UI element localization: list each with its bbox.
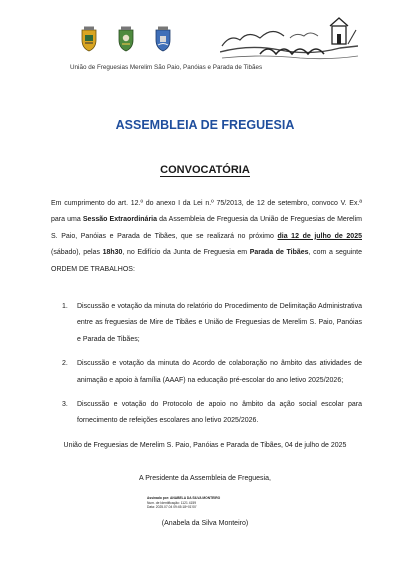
agenda-item: 3. Discussão e votação do Protocolo de apoio no âmbito da ação social escolar para fornecimento de refeições escolares ano letivo 2025/2026. xyxy=(62,401,362,425)
agenda-item: 2. Discussão e votação da minuta do Acordo de colaboração no âmbito das atividades de animação e apoio à família (AAAF) na educação pré-escolar do ano letivo 2025/2026; xyxy=(62,360,362,384)
letterhead-entity-name: União de Freguesias Merelim São Paio, Panóias e Parada de Tibães xyxy=(70,64,263,71)
document-subtitle: CONVOCATÓRIA xyxy=(160,164,250,176)
convocation-paragraph: Em cumprimento do art. 12.º do anexo I da Lei n.º 75/2013, de 12 de setembro, convoco V. Ex.ª para uma Sessão Extraordinária da Assembleia de Freguesia da União de Freguesias de Merelim S. Paio, Panóias e Parada de Tibães, que se realizará no próximo dia 12 de julho de 2025 (sábado), pelas 18h30, no Edifício da Junta de Freguesia em Parada de Tibães, com a seguinte ORDEM DE TRABALHOS: xyxy=(51,200,362,273)
letterhead xyxy=(70,14,360,76)
signer-name: (Anabela da Silva Monteiro) xyxy=(161,520,249,527)
closing-place-date: União de Freguesias de Merelim S. Paio, Panóias e Parada de Tibães, 04 de julho de 2025 xyxy=(63,442,347,449)
document-title: ASSEMBLEIA DE FREGUESIA xyxy=(115,118,295,132)
agenda-item: 1. Discussão e votação da minuta do relatório do Procedimento de Delimitação Administrativa entre as freguesias de Mire de Tibães e União de Freguesias de Merelim S. Paio, Panóias e Parada de Tibães; xyxy=(62,303,362,343)
agenda-list xyxy=(51,299,362,438)
crest-icon xyxy=(152,26,174,52)
digital-signature-block: Assinado por: ANABELA DA SILVA MONTEIRO Num. de Identificação: 1121 4159 Data: 2025.07.04 09:45:18+01'00' xyxy=(147,496,221,510)
crest-icon xyxy=(78,26,100,52)
landscape-drawing-icon xyxy=(220,16,358,62)
president-title: A Presidente da Assembleia de Freguesia, xyxy=(139,475,271,482)
crest-icon xyxy=(115,26,137,52)
